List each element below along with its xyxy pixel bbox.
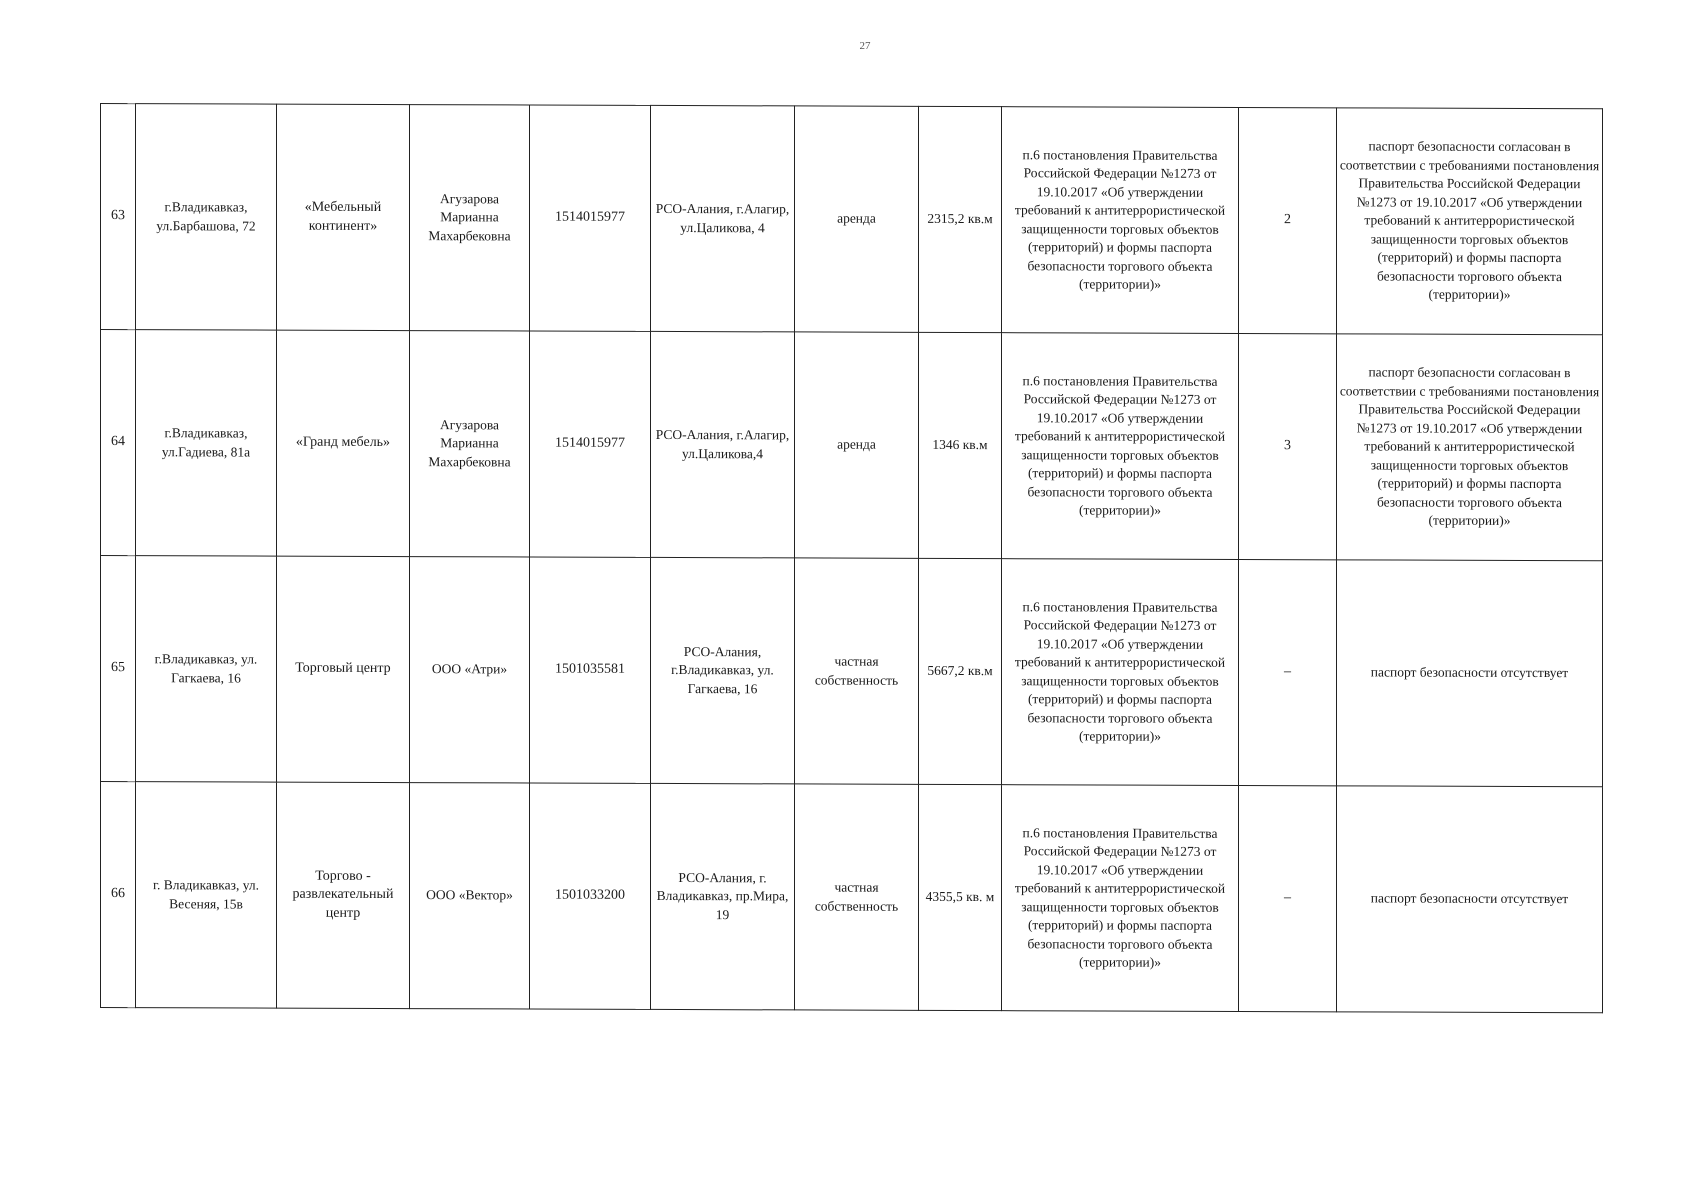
object-name-cell: Торговый центр	[277, 556, 410, 782]
basis-cell: п.6 постановления Правительства Российской Федерации №1273 от 19.10.2017 «Об утверждении требований к антитеррористической защищенности торговых объектов (территорий) и формы паспорта безопасности торгового объекта (территории)»	[1002, 333, 1239, 560]
legal-address-cell: РСО-Алания, г.Алагир, ул.Цаликова, 4	[651, 105, 795, 332]
ownership-cell: частная собственность	[795, 558, 919, 784]
ownership-cell: частная собственность	[795, 784, 919, 1010]
legal-address-cell: РСО-Алания, г. Владикавказ, пр.Мира, 19	[651, 783, 795, 1010]
table-row	[101, 782, 1603, 1013]
row-number-cell: 64	[101, 330, 136, 556]
owner-cell: ООО «Атри»	[410, 557, 530, 783]
inn-cell: 1501035581	[530, 557, 651, 783]
row-number-cell: 66	[101, 782, 136, 1008]
inn-cell: 1514015977	[530, 331, 651, 557]
owner-cell: Агузарова Марианна Махарбековна	[410, 331, 530, 557]
table-row	[101, 556, 1603, 787]
passport-status-cell: паспорт безопасности отсутствует	[1337, 786, 1603, 1013]
category-cell: –	[1239, 559, 1337, 785]
passport-status-cell: паспорт безопасности согласован в соответствии с требованиями постановления Правительства Российской Федерации №1273 от 19.10.2017 «Об утверждении требований к антитеррористической защищенности торговых объектов (территорий) и формы паспорта безопасности торгового объекта (территории)»	[1337, 334, 1603, 561]
page-number: 27	[859, 40, 871, 52]
category-cell: 2	[1239, 107, 1337, 333]
object-name-cell: Торгово - развлекательный центр	[277, 782, 410, 1008]
area-cell: 4355,5 кв. м	[919, 784, 1002, 1010]
table-body	[101, 104, 1603, 1013]
row-number-cell: 65	[101, 556, 136, 782]
address-cell: г.Владикавказ, ул. Гагкаева, 16	[136, 556, 277, 782]
legal-address-cell: РСО-Алания, г.Владикавказ, ул. Гагкаева, 16	[651, 557, 795, 784]
basis-cell: п.6 постановления Правительства Российской Федерации №1273 от 19.10.2017 «Об утверждении требований к антитеррористической защищенности торговых объектов (территорий) и формы паспорта безопасности торгового объекта (территории)»	[1002, 559, 1239, 786]
category-cell: 3	[1239, 333, 1337, 559]
area-cell: 1346 кв.м	[919, 332, 1002, 558]
address-cell: г. Владикавказ, ул. Весеняя, 15в	[136, 782, 277, 1008]
object-name-cell: «Мебельный континент»	[277, 104, 410, 330]
category-cell: –	[1239, 785, 1337, 1011]
passport-status-cell: паспорт безопасности отсутствует	[1337, 560, 1603, 787]
object-name-cell: «Гранд мебель»	[277, 330, 410, 556]
address-cell: г.Владикавказ, ул.Барбашова, 72	[136, 104, 277, 330]
ownership-cell: аренда	[795, 106, 919, 332]
table-row	[101, 104, 1603, 335]
address-cell: г.Владикавказ, ул.Гадиева, 81а	[136, 330, 277, 556]
inn-cell: 1501033200	[530, 783, 651, 1009]
objects-table	[100, 103, 1603, 1013]
owner-cell: Агузарова Марианна Махарбековна	[410, 105, 530, 331]
area-cell: 2315,2 кв.м	[919, 106, 1002, 332]
legal-address-cell: РСО-Алания, г.Алагир, ул.Цаликова,4	[651, 331, 795, 558]
inn-cell: 1514015977	[530, 105, 651, 331]
row-number-cell: 63	[101, 104, 136, 330]
ownership-cell: аренда	[795, 332, 919, 558]
passport-status-cell: паспорт безопасности согласован в соответствии с требованиями постановления Правительства Российской Федерации №1273 от 19.10.2017 «Об утверждении требований к антитеррористической защищенности торговых объектов (территорий) и формы паспорта безопасности торгового объекта (территории)»	[1337, 108, 1603, 335]
table-row	[101, 330, 1603, 561]
basis-cell: п.6 постановления Правительства Российской Федерации №1273 от 19.10.2017 «Об утверждении требований к антитеррористической защищенности торговых объектов (территорий) и формы паспорта безопасности торгового объекта (территории)»	[1002, 107, 1239, 334]
area-cell: 5667,2 кв.м	[919, 558, 1002, 784]
basis-cell: п.6 постановления Правительства Российской Федерации №1273 от 19.10.2017 «Об утверждении требований к антитеррористической защищенности торговых объектов (территорий) и формы паспорта безопасности торгового объекта (территории)»	[1002, 785, 1239, 1012]
owner-cell: ООО «Вектор»	[410, 783, 530, 1009]
